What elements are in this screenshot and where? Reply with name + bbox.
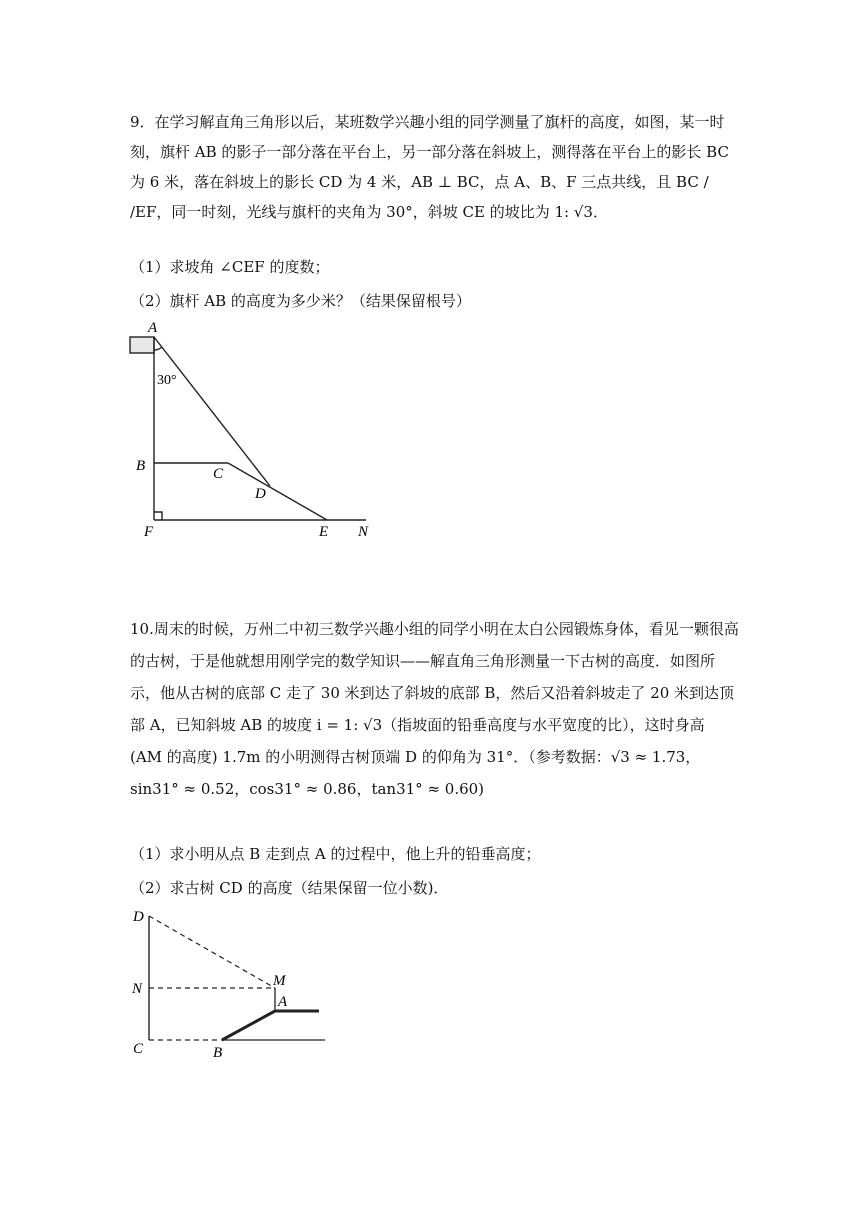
- slope-ba: [222, 1011, 275, 1040]
- problem-9-figure: [120, 318, 380, 548]
- problem-10-text: 周末的时候，万州二中初三数学兴趣小组的同学小明在太白公园锻炼身体，看见一颗很高的古树，于是他就想用刚学完的数学知识——解直角三角形测量一下古树的高度．如图所示，他从古树的底部 C 走了 30 米到达了斜坡的底部 B，然后又沿着斜坡走了 20 米到达顶部 A，已知斜坡 AB 的坡度 i = 1: √3（指坡面的铅垂高度与水平宽度的比），这时身高 (AM 的高度) 1.7m 的小明测得古树顶端 D 的仰角为 31°．（参考数据：√3 ≈ 1.73，sin31° ≈ 0.52，cos31° ≈ 0.86，tan31° ≈ 0.60): [130, 620, 739, 798]
- label-c: C: [213, 466, 224, 482]
- problem-9-question-1: （1）求坡角 ∠CEF 的度数；: [130, 258, 330, 276]
- label-b: B: [136, 458, 146, 474]
- label-d: D: [255, 486, 266, 502]
- right-angle-mark: [154, 512, 162, 520]
- label-e: E: [319, 524, 329, 540]
- label-m: M: [273, 973, 286, 989]
- flag-rect: [130, 337, 154, 353]
- problem-10-figure: [120, 900, 340, 1070]
- angle-label: 30°: [157, 373, 177, 388]
- problem-10-stem: [130, 613, 740, 805]
- angle-arc: [154, 347, 162, 350]
- problem-9-number: 9．: [130, 113, 155, 131]
- problem-10-number: 10.: [130, 620, 154, 638]
- sight-line-dm: [149, 916, 275, 988]
- slope-ce: [228, 463, 327, 520]
- label-n: N: [132, 981, 143, 997]
- label-n: N: [358, 524, 369, 540]
- label-d: D: [133, 909, 144, 925]
- label-b: B: [213, 1045, 223, 1061]
- label-a: A: [148, 320, 158, 336]
- label-a: A: [278, 994, 288, 1010]
- problem-9-stem: [130, 107, 740, 227]
- problem-10-question-1: （1）求小明从点 B 走到点 A 的过程中，他上升的铅垂高度；: [130, 845, 541, 863]
- problem-9-text: 在学习解直角三角形以后，某班数学兴趣小组的同学测量了旗杆的高度，如图，某一时刻，旗杆 AB 的影子一部分落在平台上，另一部分落在斜坡上，测得落在平台上的影长 BC 为 6 米，落在斜坡上的影长 CD 为 4 米，AB ⊥ BC，点 A、B、F 三点共线，且 BC / /EF，同一时刻，光线与旗杆的夹角为 30°，斜坡 CE 的坡比为 1: √3．: [130, 113, 729, 221]
- label-f: F: [144, 524, 154, 540]
- label-c: C: [133, 1041, 144, 1057]
- problem-10-question-2: （2）求古树 CD 的高度（结果保留一位小数)．: [130, 879, 449, 897]
- problem-9-question-2: （2）旗杆 AB 的高度为多少米？（结果保留根号）: [130, 292, 471, 310]
